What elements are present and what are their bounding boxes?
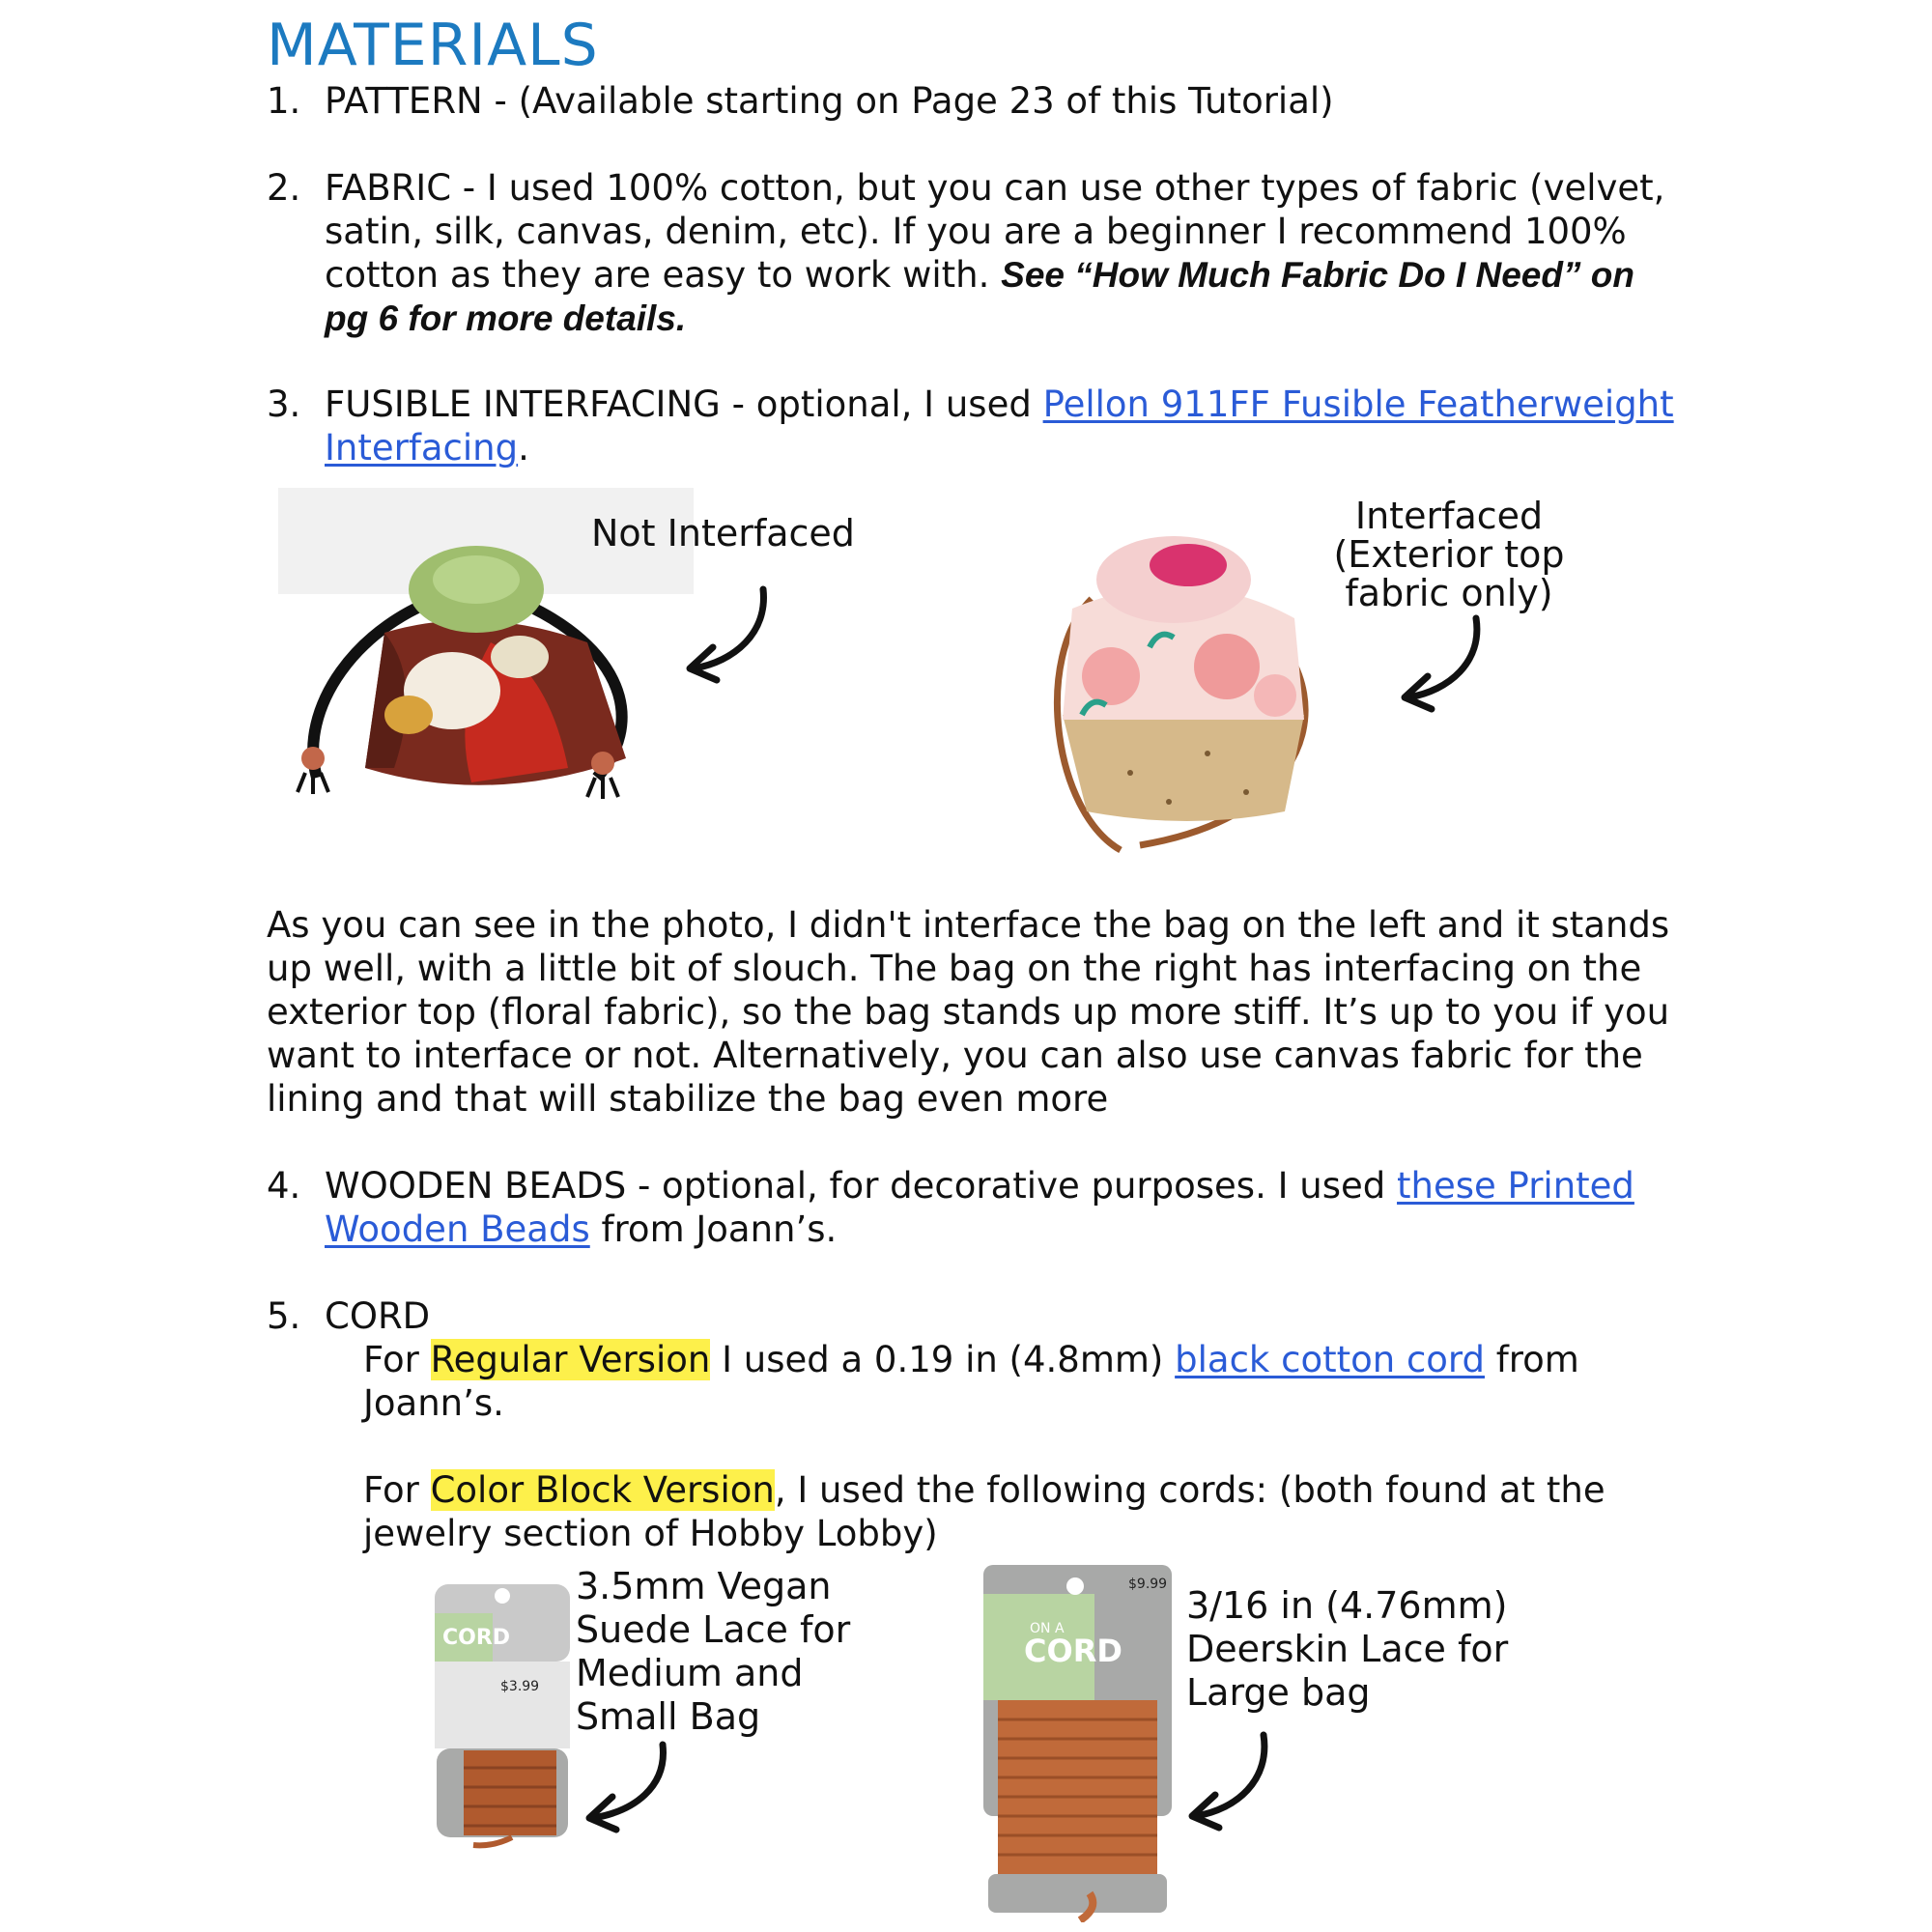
caption-vegan-suede: 3.5mm Vegan Suede Lace for Medium and Small Bag (576, 1565, 851, 1738)
item-number: 1. (267, 80, 301, 122)
item-text: - optional, for decorative purposes. I used (626, 1165, 1398, 1207)
materials-item-cord (267, 1294, 1687, 1338)
photo-deerskin-lace (983, 1565, 1177, 1922)
arrow-deerskin-icon (1179, 1727, 1285, 1833)
wooden-beads-link[interactable]: these Printed Wooden Beads (325, 1165, 1634, 1250)
item-text-end: . (518, 427, 529, 469)
left-card-brand: CORD (442, 1626, 511, 1650)
item-text: - optional, I used (720, 384, 1043, 425)
fabric-note: See “How Much Fabric Do I Need” on pg 6 for more details. (325, 255, 1634, 338)
item-number: 4. (267, 1165, 301, 1207)
item-label: PATTERN (325, 80, 483, 122)
cord-text: For (363, 1469, 431, 1511)
cord-text: , I used the following cords: (both found at the jewelry section of Hobby Lobby) (363, 1469, 1605, 1554)
item-text: - (Available starting on Page 23 of this Tutorial) (482, 80, 1334, 122)
arrow-right-icon (1391, 609, 1497, 715)
cord-regular-version (363, 1338, 1619, 1425)
right-card-brand: CORD (1024, 1633, 1122, 1669)
arrow-vegan-suede-icon (576, 1739, 682, 1835)
interfacing-explanation: As you can see in the photo, I didn't interface the bag on the left and it stands up well, with a little bit of slouch. The bag on the right has interfacing on the exterior top (floral fabric), so the bag stands up more stiff. It’s up to you if you want to interface or not. Alternatively, you can also use canvas fabric for the lining and that will stabilize the bag even more (267, 904, 1670, 1120)
caption-deerskin: 3/16 in (4.76mm) Deerskin Lace for Large bag (1186, 1584, 1509, 1714)
left-card-price: $3.99 (500, 1679, 540, 1694)
black-cotton-cord-link[interactable]: black cotton cord (1175, 1339, 1485, 1380)
item-number: 5. (267, 1295, 301, 1337)
materials-item-interfacing (267, 383, 1687, 469)
arrow-left-icon (676, 580, 782, 686)
cord-text: I used a 0.19 in (4.8mm) (710, 1339, 1176, 1380)
item-text: - I used 100% cotton, but you can use other types of fabric (velvet, satin, silk, canvas, denim, etc). If you are a beginner I recommend 100% cotton as they are easy to work with. (325, 167, 1665, 296)
materials-item-wooden-beads (267, 1164, 1687, 1251)
item-label: FUSIBLE INTERFACING (325, 384, 721, 425)
interfacing-link[interactable]: Pellon 911FF Fusible Featherweight Interfacing (325, 384, 1674, 469)
regular-version-highlight: Regular Version (430, 1339, 711, 1380)
photo-vegan-suede-lace (425, 1575, 580, 1850)
cord-text: from Joann’s. (363, 1339, 1579, 1424)
item-number: 3. (267, 384, 301, 425)
item-label: WOODEN BEADS (325, 1165, 627, 1207)
item-label: CORD (325, 1295, 431, 1337)
cord-text: For (363, 1339, 431, 1380)
item-number: 2. (267, 167, 301, 209)
page-title: MATERIALS (267, 12, 599, 79)
item-text-end: from Joann’s. (589, 1208, 838, 1250)
color-block-version-highlight: Color Block Version (430, 1469, 775, 1511)
right-card-price: $9.99 (1128, 1577, 1168, 1592)
materials-item-fabric (267, 166, 1687, 340)
item-label: FABRIC (325, 167, 452, 209)
right-card-small-label: ON A (1030, 1621, 1065, 1636)
materials-item-pattern (267, 79, 1687, 123)
caption-not-interfaced: Not Interfaced (591, 512, 855, 554)
cord-color-block-version (363, 1468, 1648, 1555)
caption-interfaced: Interfaced (Exterior top fabric only) (1333, 495, 1565, 614)
